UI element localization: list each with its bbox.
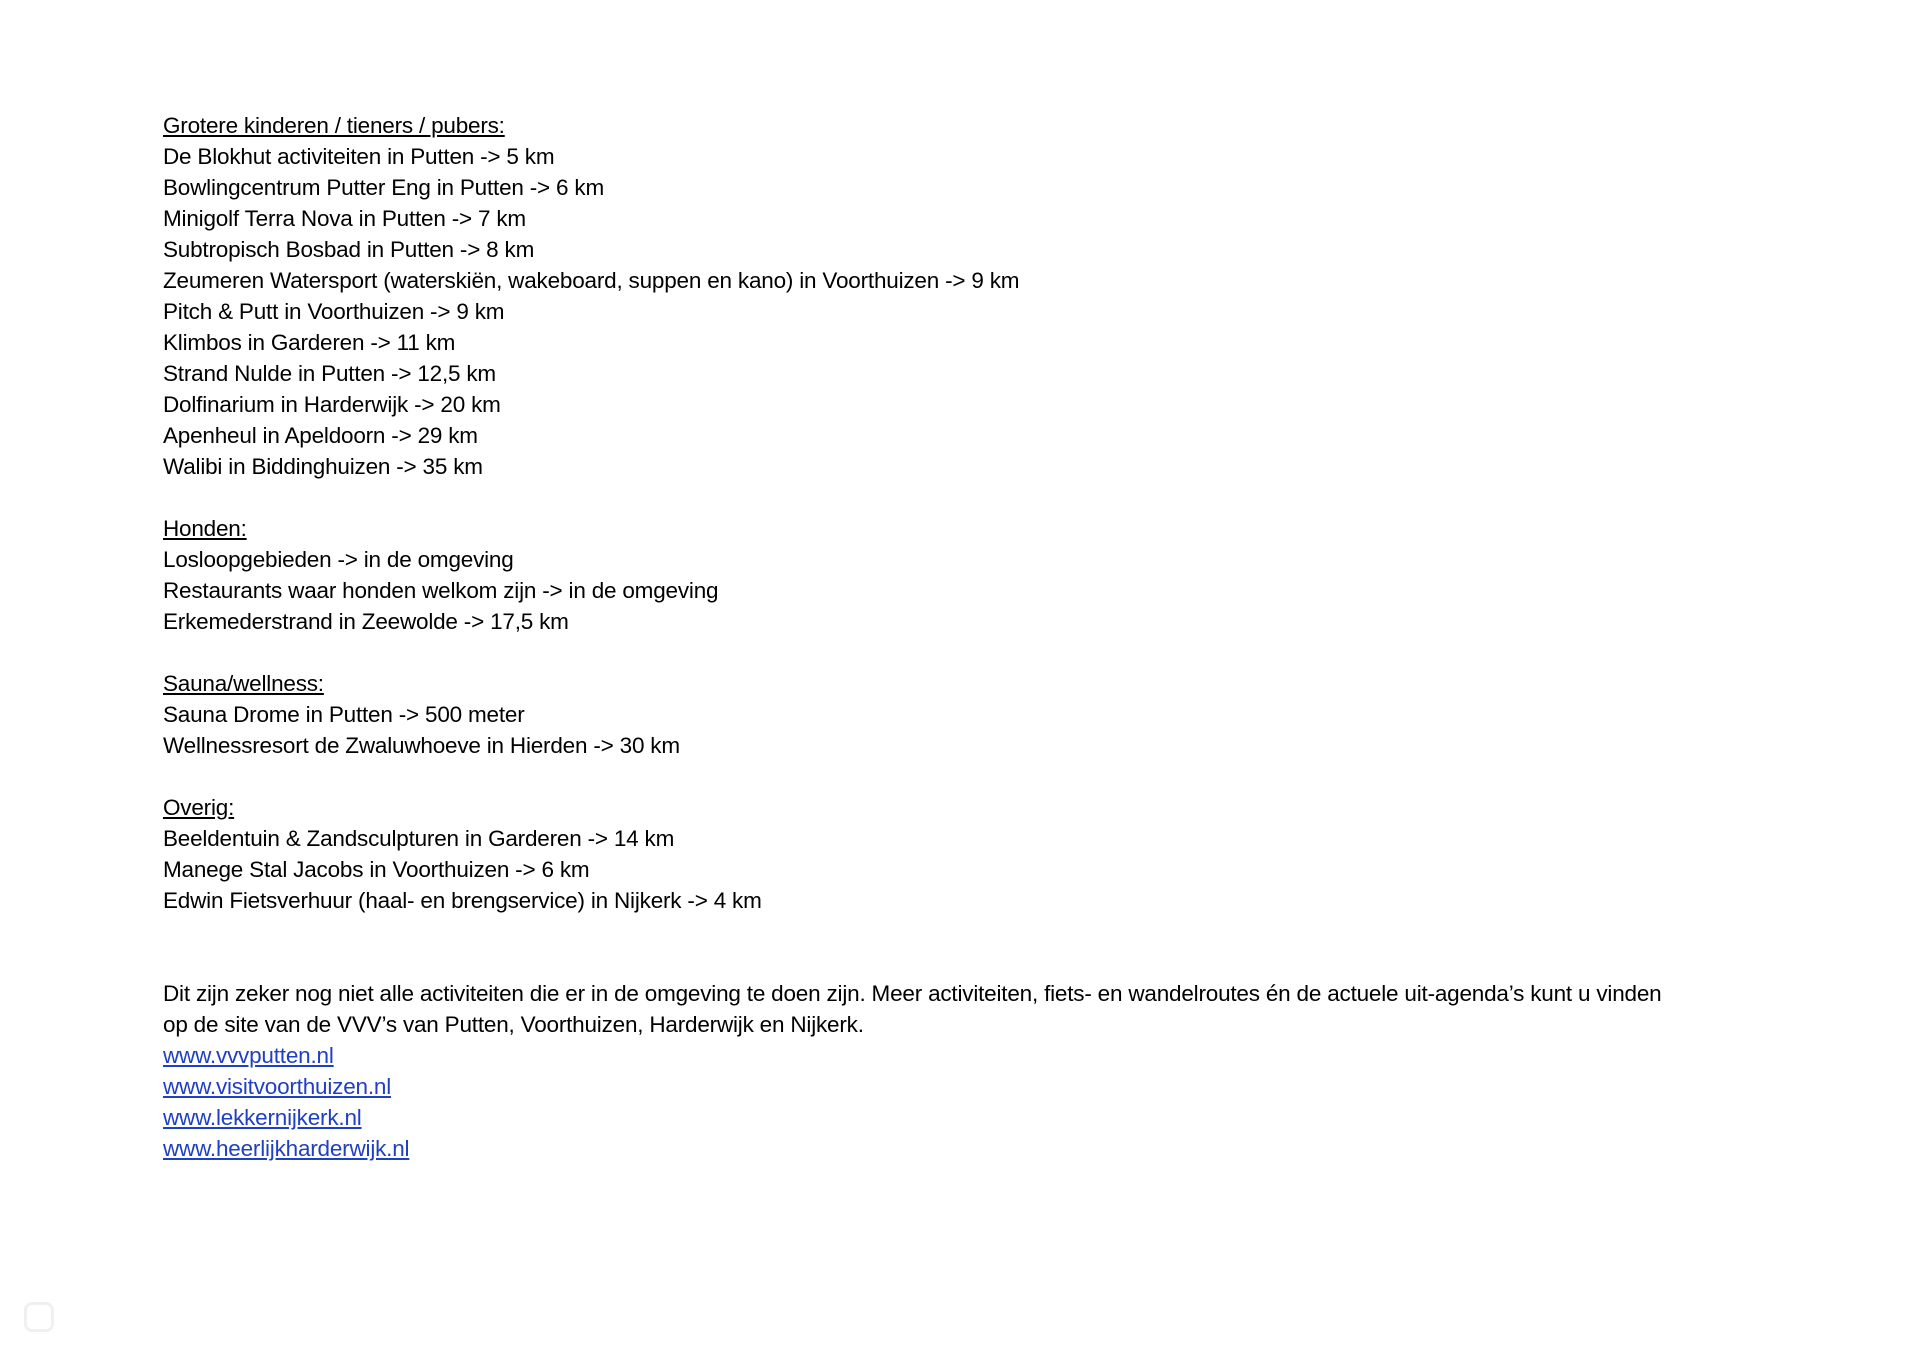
- section-heading: Honden:: [163, 516, 247, 541]
- list-item: Walibi in Biddinghuizen -> 35 km: [163, 454, 483, 479]
- list-item: Restaurants waar honden welkom zijn -> in de omgeving: [163, 578, 719, 603]
- list-item: Pitch & Putt in Voorthuizen -> 9 km: [163, 299, 505, 324]
- list-item: De Blokhut activiteiten in Putten -> 5 km: [163, 144, 555, 169]
- document-body: [163, 110, 1783, 1164]
- watermark-logo: [24, 1302, 54, 1332]
- watermark-icon: [24, 1302, 54, 1332]
- list-item: Erkemederstrand in Zeewolde -> 17,5 km: [163, 609, 569, 634]
- list-item: Bowlingcentrum Putter Eng in Putten -> 6 km: [163, 175, 604, 200]
- closing-line-2: op de site van de VVV’s van Putten, Voorthuizen, Harderwijk en Nijkerk.: [163, 1012, 864, 1037]
- link-heerlijkharderwijk[interactable]: www.heerlijkharderwijk.nl: [163, 1136, 410, 1161]
- link-lekkernijkerk[interactable]: www.lekkernijkerk.nl: [163, 1105, 362, 1130]
- section-heading: Sauna/wellness:: [163, 671, 324, 696]
- section-dogs: [163, 513, 1783, 637]
- spacer: [163, 482, 1783, 513]
- spacer: [163, 637, 1783, 668]
- closing-line-1: Dit zijn zeker nog niet alle activiteiten die er in de omgeving te doen zijn. Meer activiteiten, fiets- en wandelroutes én de actuele uit-agenda’s kunt u vinden: [163, 981, 1662, 1006]
- spacer: [163, 761, 1783, 792]
- list-item: Manege Stal Jacobs in Voorthuizen -> 6 km: [163, 857, 590, 882]
- section-heading: Grotere kinderen / tieners / pubers:: [163, 113, 505, 138]
- section-older-kids: [163, 110, 1783, 482]
- vvv-links: [163, 1040, 1783, 1164]
- list-item: Edwin Fietsverhuur (haal- en brengservice) in Nijkerk -> 4 km: [163, 888, 762, 913]
- list-item: Dolfinarium in Harderwijk -> 20 km: [163, 392, 501, 417]
- list-item: Klimbos in Garderen -> 11 km: [163, 330, 456, 355]
- link-visitvoorthuizen[interactable]: www.visitvoorthuizen.nl: [163, 1074, 391, 1099]
- section-other: [163, 792, 1783, 916]
- list-item: Minigolf Terra Nova in Putten -> 7 km: [163, 206, 526, 231]
- list-item: Zeumeren Watersport (waterskiën, wakeboard, suppen en kano) in Voorthuizen -> 9 km: [163, 268, 1020, 293]
- list-item: Wellnessresort de Zwaluwhoeve in Hierden -> 30 km: [163, 733, 680, 758]
- list-item: Losloopgebieden -> in de omgeving: [163, 547, 514, 572]
- list-item: Beeldentuin & Zandsculpturen in Garderen -> 14 km: [163, 826, 675, 851]
- list-item: Strand Nulde in Putten -> 12,5 km: [163, 361, 496, 386]
- section-heading: Overig:: [163, 795, 235, 820]
- closing-paragraph: [163, 978, 1783, 1040]
- list-item: Sauna Drome in Putten -> 500 meter: [163, 702, 525, 727]
- list-item: Apenheul in Apeldoorn -> 29 km: [163, 423, 478, 448]
- spacer: [163, 916, 1783, 978]
- section-sauna-wellness: [163, 668, 1783, 761]
- link-vvvputten[interactable]: www.vvvputten.nl: [163, 1043, 334, 1068]
- list-item: Subtropisch Bosbad in Putten -> 8 km: [163, 237, 535, 262]
